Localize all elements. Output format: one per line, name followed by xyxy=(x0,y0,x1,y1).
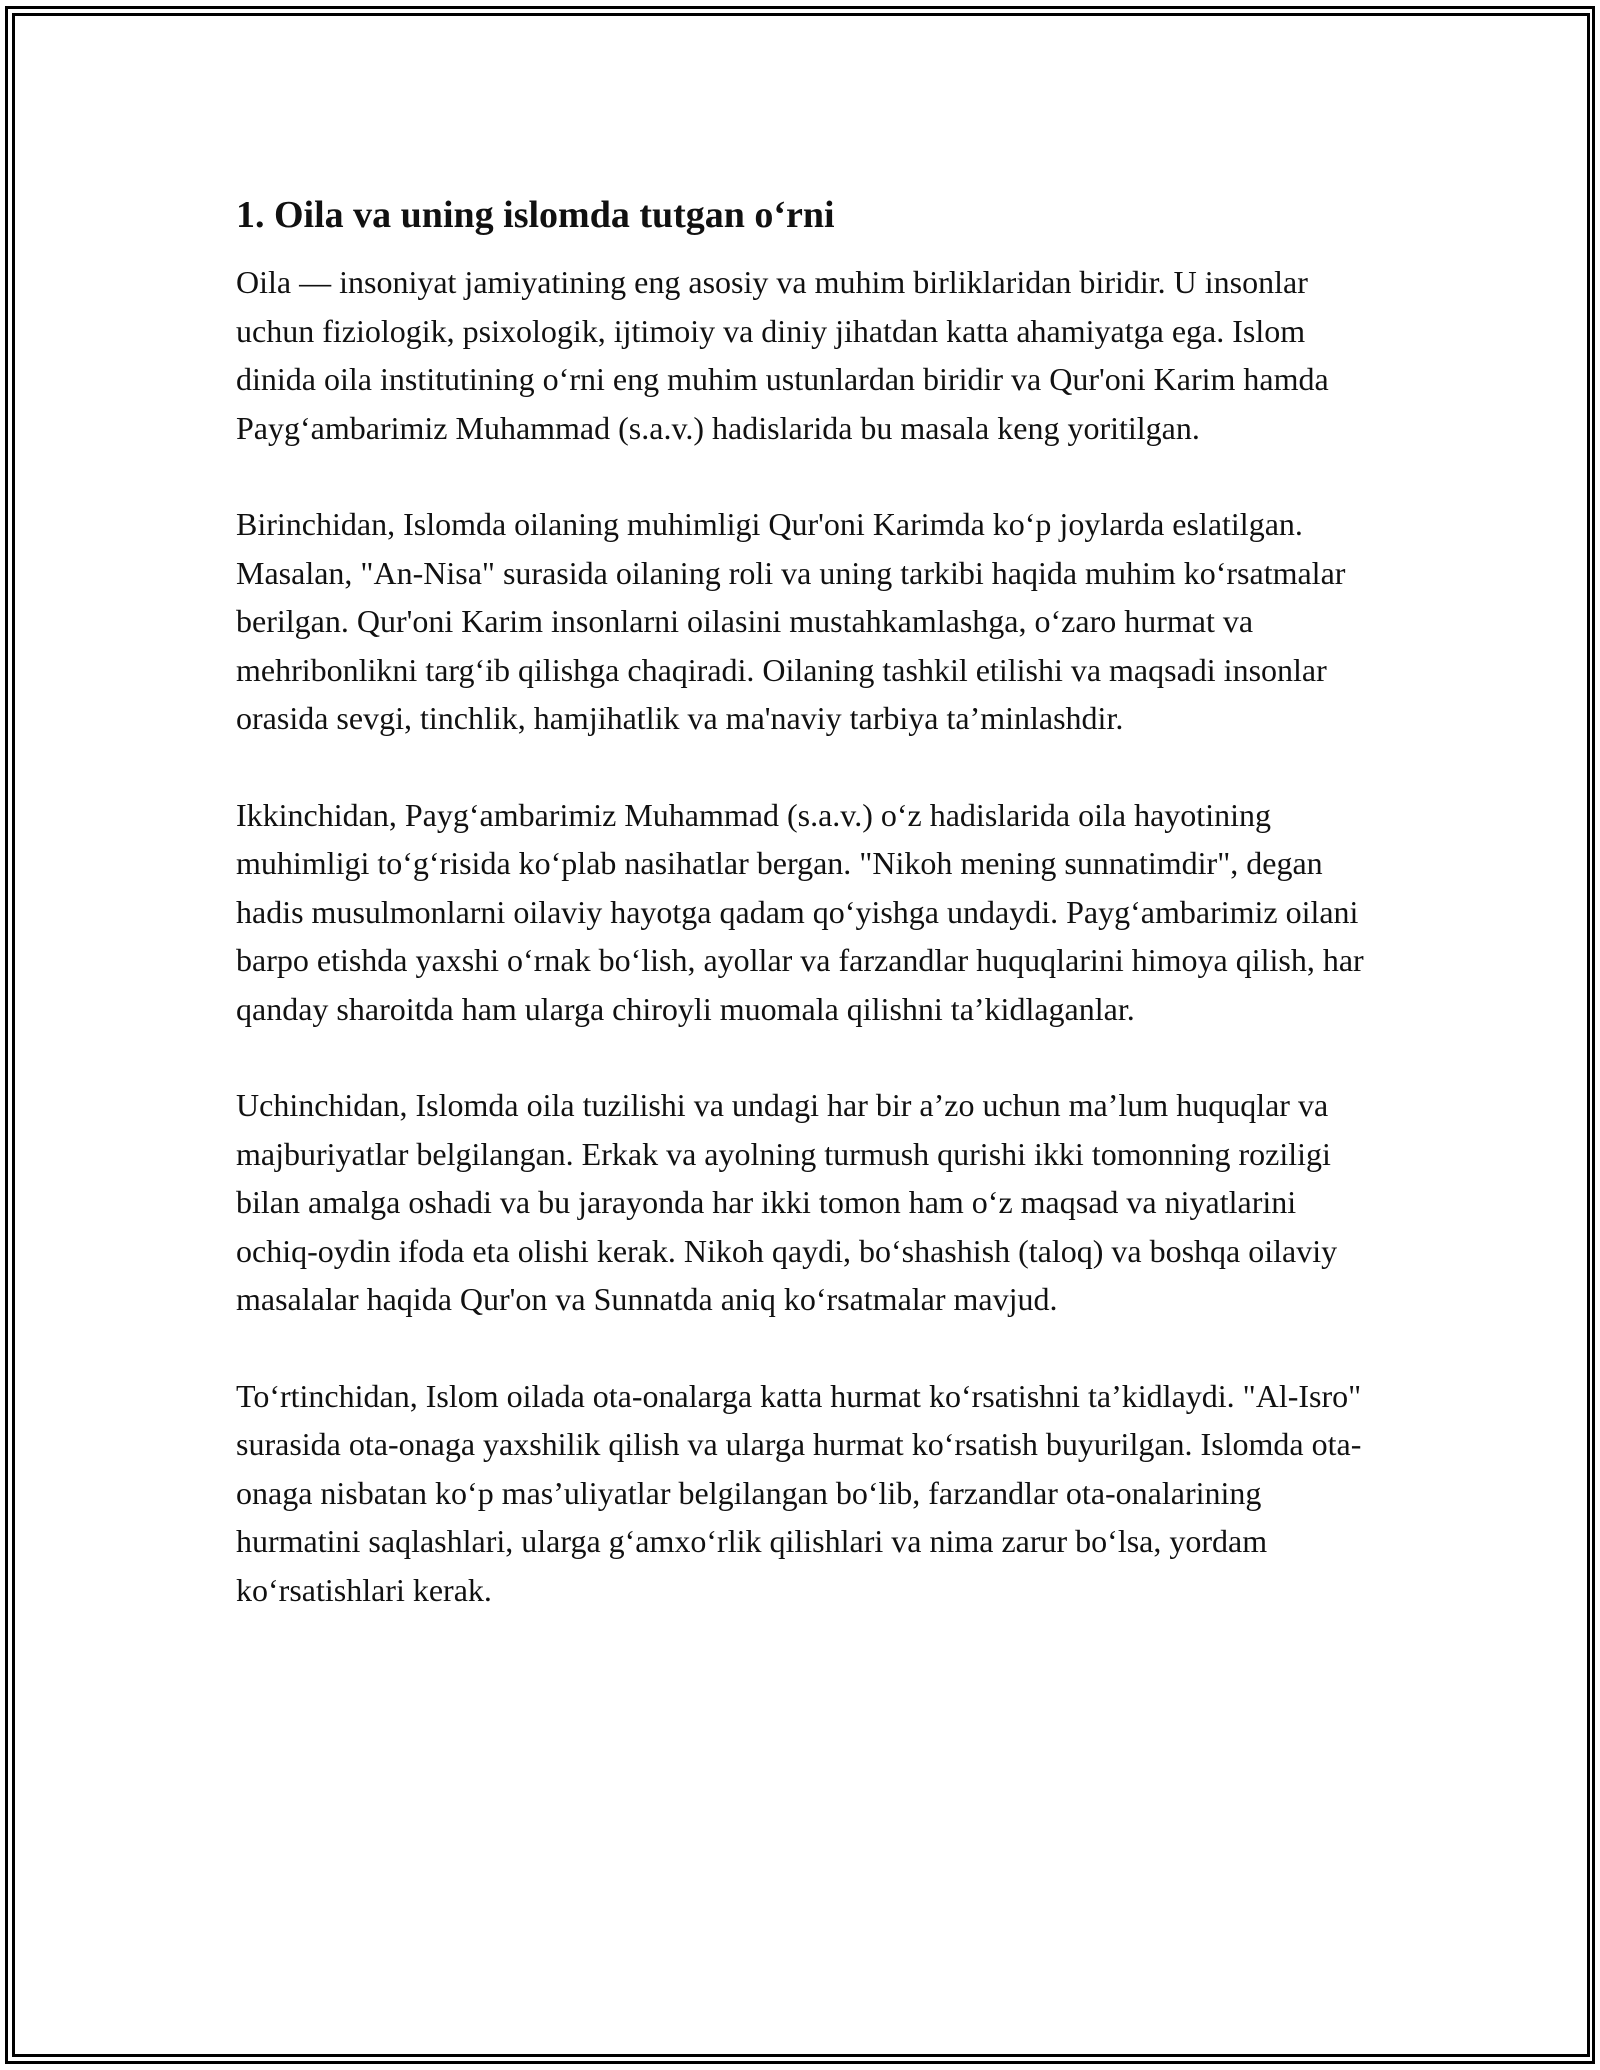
document-body xyxy=(236,190,1376,1662)
paragraph-second: Ikkinchidan, Payg‘ambarimiz Muhammad (s.a.v.) o‘z hadislarida oila hayotining muhimligi to‘g‘risida ko‘plab nasihatlar bergan. "Nikoh mening sunnatimdir", degan hadis musulmonlarni oilaviy hayotga qadam qo‘yishga undaydi. Payg‘ambarimiz oilani barpo etishda yaxshi o‘rnak bo‘lish, ayollar va farzandlar huquqlarini himoya qilish, har qanday sharoitda ham ularga chiroyli muomala qilishni ta’kidlaganlar. xyxy=(236,796,1364,1027)
paragraph-first: Birinchidan, Islomda oilaning muhimligi Qur'oni Karimda ko‘p joylarda eslatilgan. Masalan, "An-Nisa" surasida oilaning roli va uning tarkibi haqida muhim ko‘rsatmalar berilgan. Qur'oni Karim insonlarni oilasini mustahkamlashga, o‘zaro hurmat va mehribonlikni targ‘ib qilishga chaqiradi. Oilaning tashkil etilishi va maqsadi insonlar orasida sevgi, tinchlik, hamjihatlik va ma'naviy tarbiya ta’minlashdir. xyxy=(236,506,1346,736)
paragraph-intro: Oila — insoniyat jamiyatining eng asosiy va muhim birliklaridan biridir. U insonlar uchun fiziologik, psixologik, ijtimoiy va diniy jihatdan katta ahamiyatga ega. Islom dinida oila institutining o‘rni eng muhim ustunlardan biridir va Qur'oni Karim hamda Payg‘ambarimiz Muhammad (s.a.v.) hadislarida bu masala keng yoritilgan. xyxy=(236,264,1329,446)
section-heading: 1. Oila va uning islomda tutgan o‘rni xyxy=(236,194,835,236)
paragraph-third: Uchinchidan, Islomda oila tuzilishi va undagi har bir a’zo uchun ma’lum huquqlar va majburiyatlar belgilangan. Erkak va ayolning turmush qurishi ikki tomonning roziligi bilan amalga oshadi va bu jarayonda har ikki tomon ham o‘z maqsad va niyatlarini ochiq-oydin ifoda eta olishi kerak. Nikoh qaydi, bo‘shashish (taloq) va boshqa oilaviy masalalar haqida Qur'on va Sunnatda aniq ko‘rsatmalar mavjud. xyxy=(236,1087,1338,1317)
paragraph-fourth: To‘rtinchidan, Islom oilada ota-onalarga katta hurmat ko‘rsatishni ta’kidlaydi. "Al-Isro" surasida ota-onaga yaxshilik qilish va ularga hurmat ko‘rsatish buyurilgan. Islomda ota-onaga nisbatan ko‘p mas’uliyatlar belgilangan bo‘lib, farzandlar ota-onalarining hurmatini saqlashlari, ularga g‘amxo‘rlik qilishlari va nima zarur bo‘lsa, yordam ko‘rsatishlari kerak. xyxy=(236,1377,1362,1608)
